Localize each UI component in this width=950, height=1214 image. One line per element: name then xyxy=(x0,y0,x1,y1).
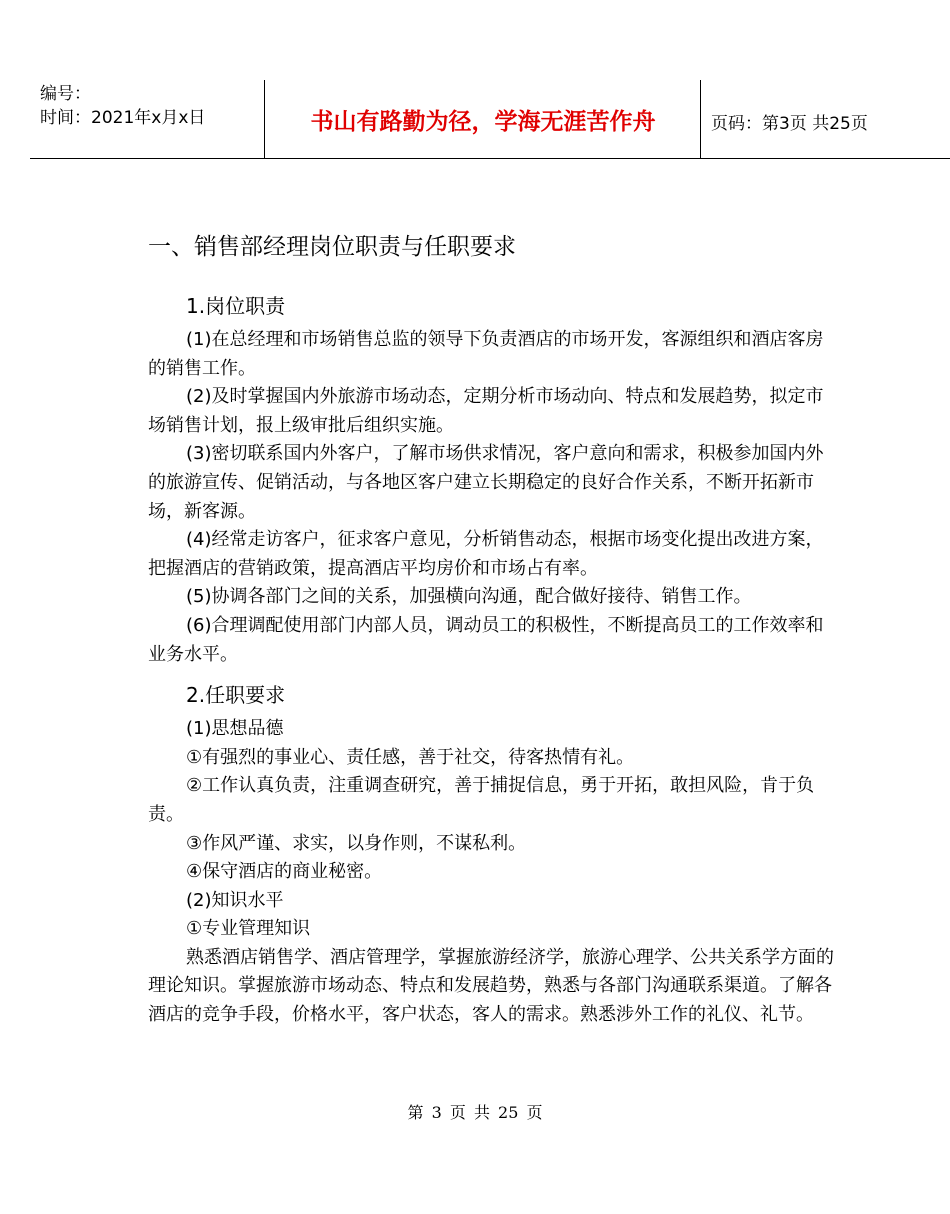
page-header xyxy=(30,80,950,159)
section-heading: 1.岗位职责 xyxy=(186,294,286,318)
paragraph: (5)协调各部门之间的关系，加强横向沟通，配合做好接待、销售工作。 xyxy=(186,586,752,608)
time-label: 时间：2021年x月x日 xyxy=(40,108,206,128)
paragraph: (4)经常走访客户，征求客户意见，分析销售动态，根据市场变化提出改进方案，把握酒店的营销政策，提高酒店平均房价和市场占有率。 xyxy=(148,529,824,579)
sub-heading: (2)知识水平 xyxy=(186,889,284,911)
paragraph: 熟悉酒店销售学、酒店管理学，掌握旅游经济学，旅游心理学、公共关系学方面的理论知识。掌握旅游市场动态、特点和发展趋势，熟悉与各部门沟通联系渠道。了解各酒店的竞争手段，价格水平，客户状态，客人的需求。熟悉涉外工作的礼仪、礼节。 xyxy=(148,946,834,1026)
header-divider xyxy=(264,80,265,158)
section-title: 一、销售部经理岗位职责与任职要求 xyxy=(148,234,516,260)
section-heading: 2.任职要求 xyxy=(186,683,286,708)
header-motto: 书山有路勤为径，学海无涯苦作舟 xyxy=(310,108,656,135)
list-item: ①专业管理知识 xyxy=(186,918,311,940)
list-item: ③作风严谨、求实，以身作则，不谋私利。 xyxy=(186,832,527,854)
number-label: 编号： xyxy=(40,84,91,104)
header-page-info: 页码：第3页 共25页 xyxy=(711,114,868,134)
paragraph: (2)及时掌握国内外旅游市场动态，定期分析市场动向、特点和发展趋势，拟定市场销售计划，报上级审批后组织实施。 xyxy=(148,386,824,436)
page-footer: 第 3 页 共 25 页 xyxy=(407,1103,543,1122)
list-item: ④保守酒店的商业秘密。 xyxy=(186,861,383,883)
header-meta xyxy=(40,82,205,130)
paragraph: (1)在总经理和市场销售总监的领导下负责酒店的市场开发，客源组织和酒店客房的销售工作。 xyxy=(148,329,824,379)
paragraph: (3)密切联系国内外客户，了解市场供求情况，客户意向和需求，积极参加国内外的旅游宣传、促销活动，与各地区客户建立长期稳定的良好合作关系，不断开拓新市场，新客源。 xyxy=(148,443,824,522)
paragraph: (6)合理调配使用部门内部人员，调动员工的积极性，不断提高员工的工作效率和业务水平。 xyxy=(148,614,824,665)
header-divider xyxy=(700,80,701,158)
document-body xyxy=(148,228,838,1030)
sub-heading: (1)思想品德 xyxy=(186,718,284,740)
list-item: ②工作认真负责，注重调查研究，善于捕捉信息，勇于开拓，敢担风险，肯于负责。 xyxy=(148,775,815,825)
list-item: ①有强烈的事业心、责任感，善于社交，待客热情有礼。 xyxy=(186,746,635,768)
